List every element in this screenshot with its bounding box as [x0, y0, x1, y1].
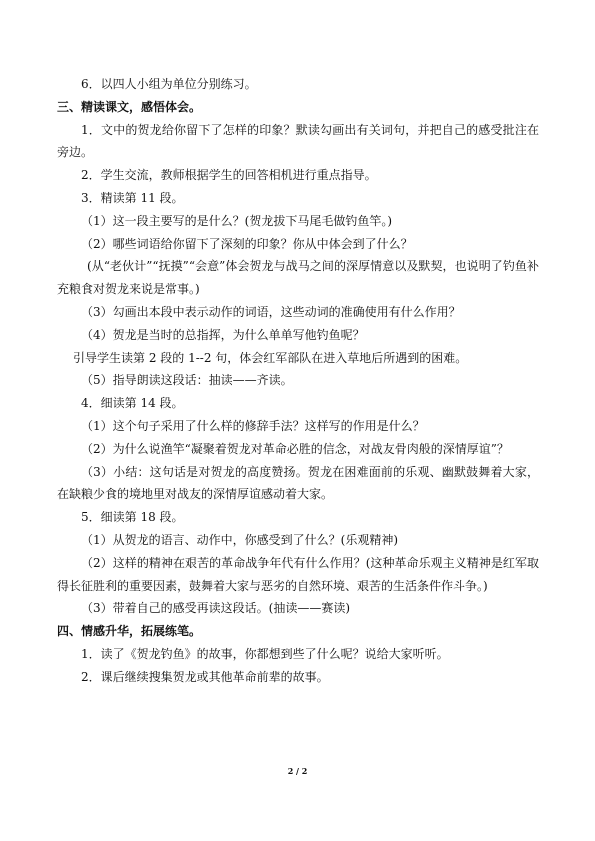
list-item: （3）勾画出本段中表示动作的词语，这些动词的准确使用有什么作用？: [81, 304, 461, 319]
list-item: 3．精读第 11 段。: [81, 190, 184, 205]
paragraph: 引导学生读第 2 段的 1--2 句，体会红军部队在进入草地后所遇到的困难。: [73, 350, 468, 365]
list-item: （1）这一段主要写的是什么？(贺龙拔下马尾毛做钓鱼竿。): [81, 213, 393, 228]
list-item: 5．细读第 18 段。: [81, 510, 184, 525]
list-item: 1．读了《贺龙钓鱼》的故事，你都想到些了什么呢？说给大家听听。: [81, 646, 449, 661]
section-heading: 四、情感升华，拓展练笔。: [57, 624, 202, 639]
list-item: 6．以四人小组为单位分别练习。: [81, 77, 257, 91]
list-item: （4）贺龙是当时的总指挥，为什么单单写他钓鱼呢？: [81, 327, 365, 342]
page-number: 2 / 2: [287, 766, 308, 776]
list-item: 2．学生交流，教师根据学生的回答相机进行重点指导。: [81, 168, 377, 183]
list-item: （3）小结：这句话是对贺龙的高度赞扬。贺龙在困难面前的乐观、幽默鼓舞着大家，在缺粮少食的境地里对战友的深情厚谊感动着大家。: [57, 464, 539, 502]
list-item: （2）这样的精神在艰苦的革命战争年代有什么作用？(这种革命乐观主义精神是红军取得长征胜利的重要因素，鼓舞着大家与恶劣的自然环境、艰苦的生活条件作斗争。): [57, 555, 539, 593]
list-item: （2）为什么说渔竿“凝聚着贺龙对革命必胜的信念，对战友骨肉般的深情厚谊”？: [81, 441, 509, 456]
list-item: 2．课后继续搜集贺龙或其他革命前辈的故事。: [81, 669, 329, 684]
list-item: （1）从贺龙的语言、动作中，你感受到了什么？(乐观精神): [81, 532, 399, 547]
section-heading: 三、精读课文，感悟体会。: [57, 99, 202, 114]
list-item: 1．文中的贺龙给你留下了怎样的印象？默读勾画出有关词句，并把自己的感受批注在旁边。: [57, 122, 539, 160]
list-item: （5）指导朗读这段话：抽读——齐读。: [81, 373, 293, 388]
list-item: （2）哪些词语给你留下了深刻的印象？你从中体会到了什么？: [81, 236, 413, 251]
paragraph: (从“老伙计”“抚摸”“会意”体会贺龙与战马之间的深厚情意以及默契，也说明了钓鱼补充粮食对贺龙来说是常事。): [57, 259, 539, 297]
list-item: （1）这个句子采用了什么样的修辞手法？这样写的作用是什么？: [81, 418, 425, 433]
list-item: （3）带着自己的感受再读这段话。(抽读——赛读): [81, 601, 350, 616]
list-item: 4．细读第 14 段。: [81, 396, 184, 411]
document-body: [57, 73, 539, 689]
